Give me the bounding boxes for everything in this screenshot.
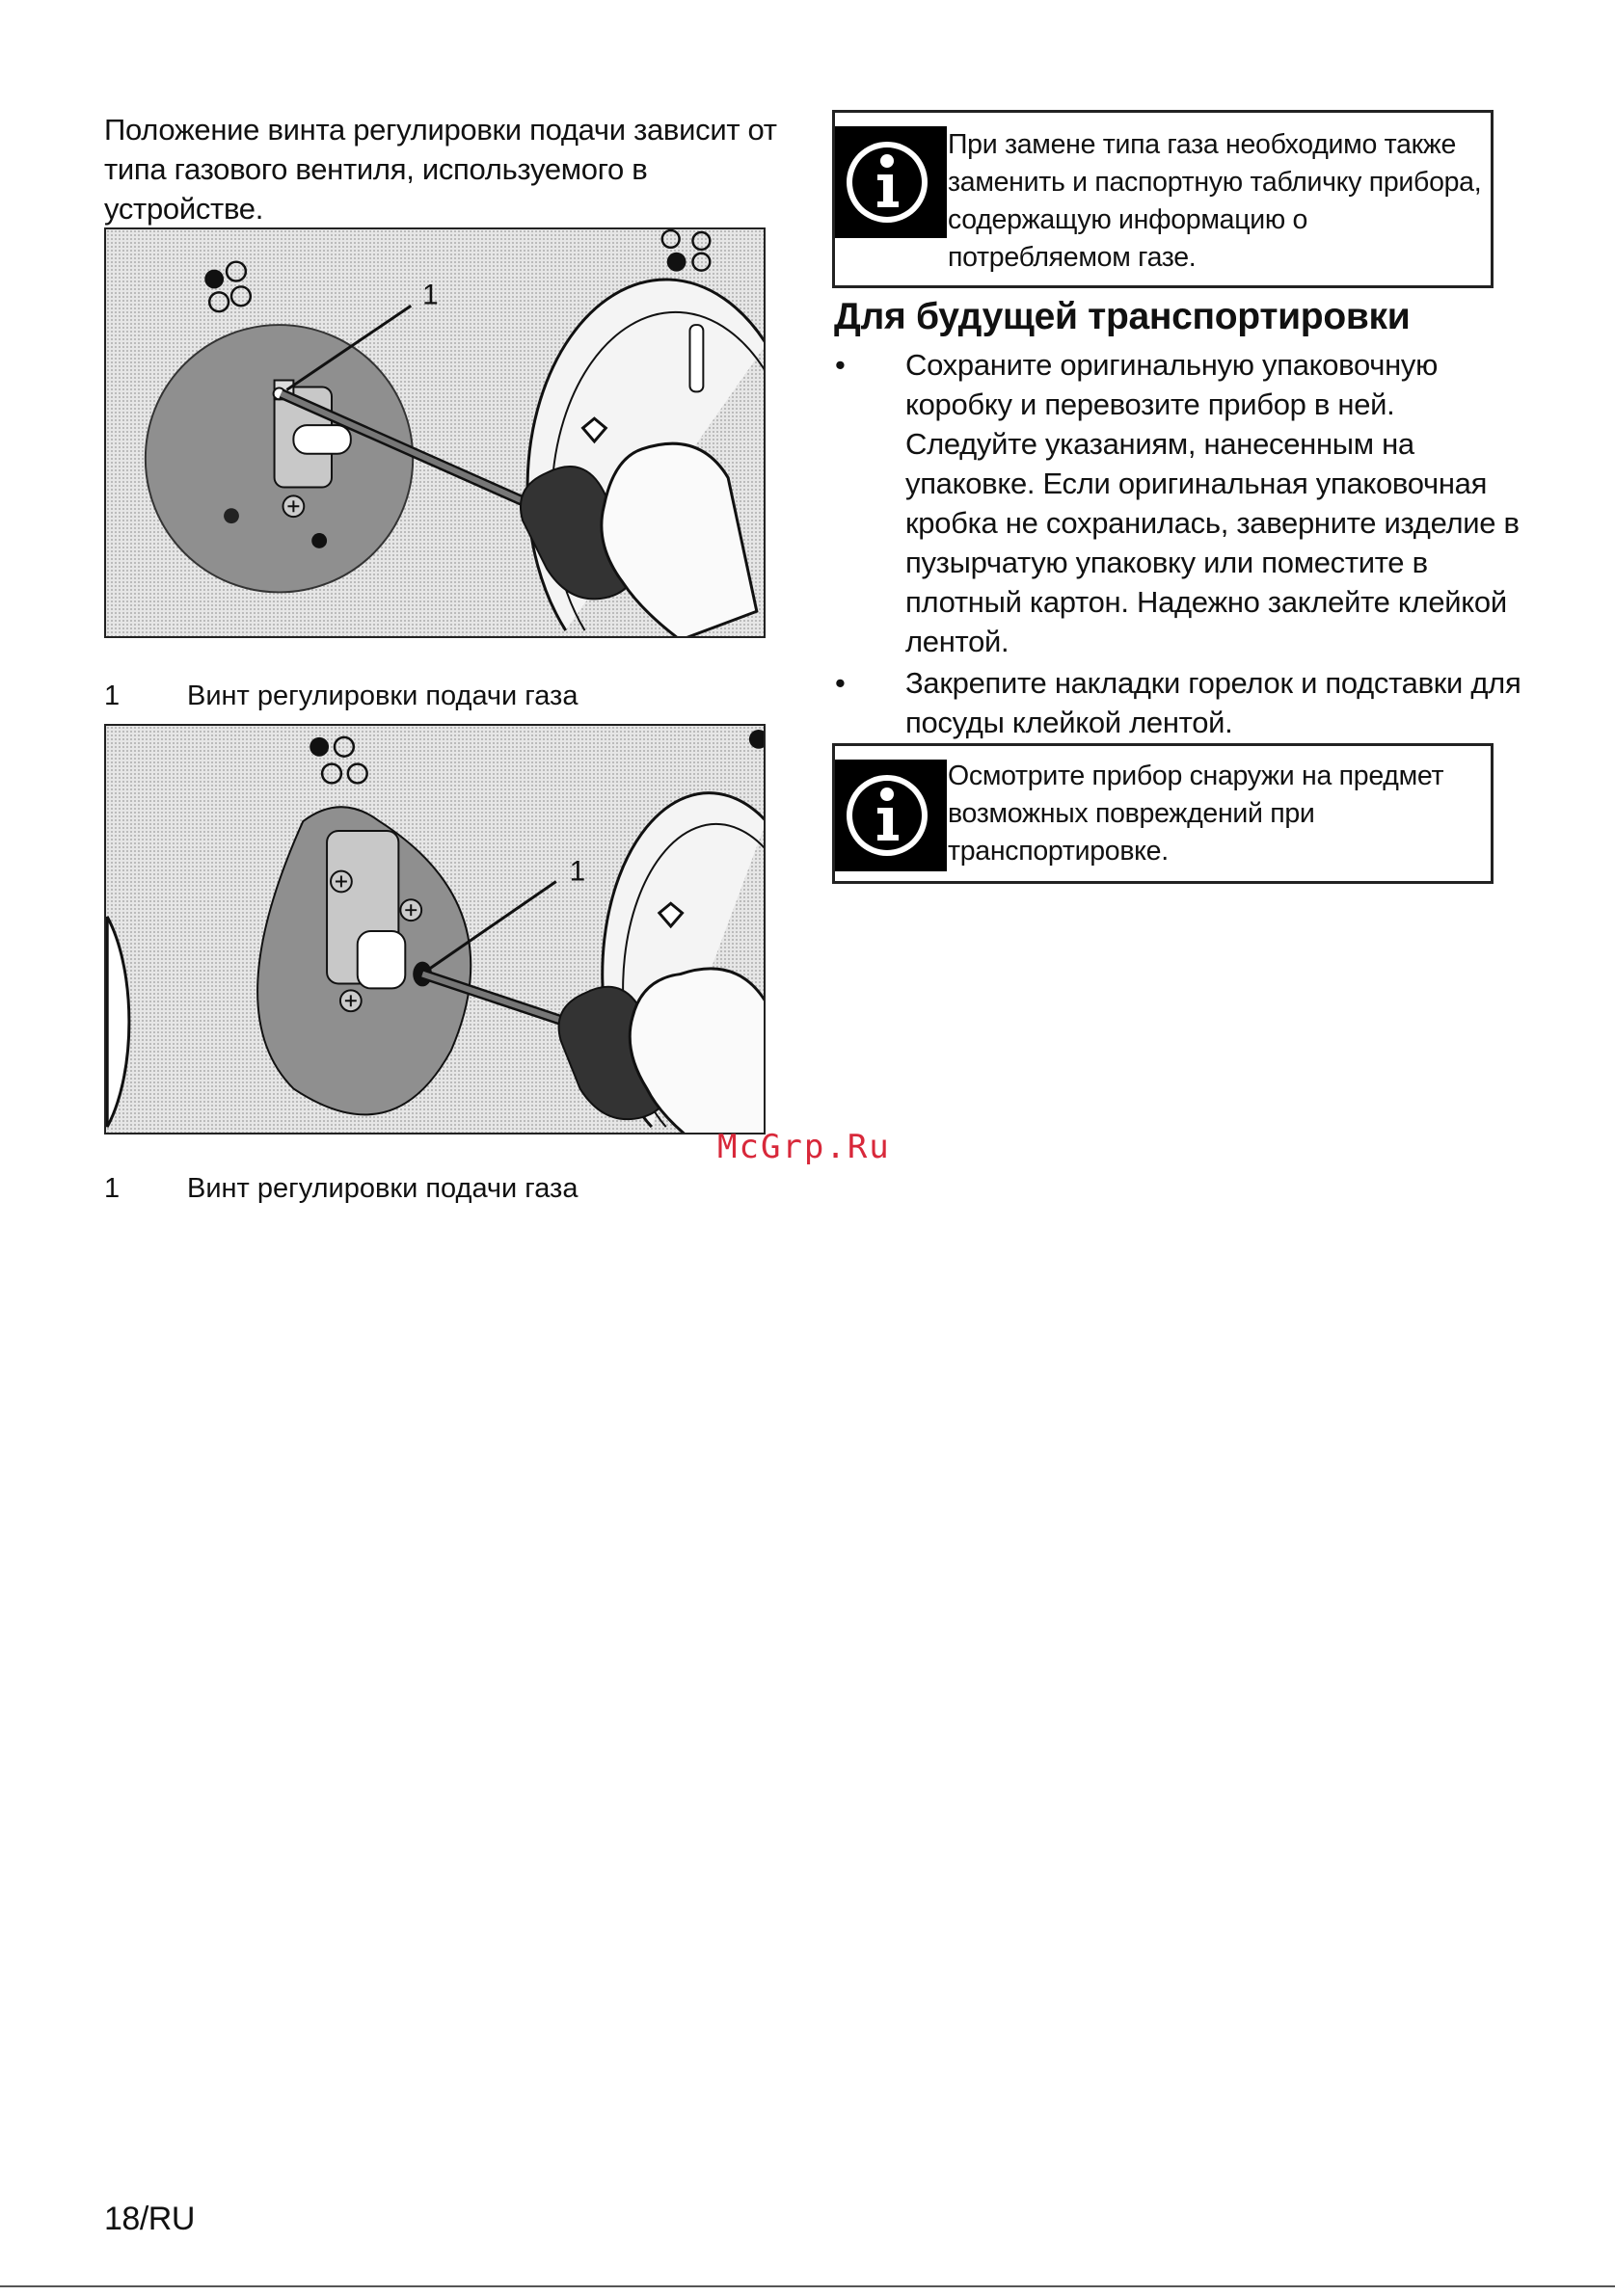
bullet-item: Закрепите накладки горелок и подставки для посуды клейкой лентой. bbox=[905, 666, 1521, 739]
watermark: McGrp.Ru bbox=[717, 1128, 891, 1166]
bullet-symbol: • bbox=[835, 666, 846, 700]
bullet-symbol: • bbox=[835, 348, 846, 382]
figure-caption: Винт регулировки подачи газа bbox=[187, 1173, 579, 1204]
caption-number: 1 bbox=[104, 681, 121, 711]
info-icon bbox=[835, 760, 947, 871]
section-heading: Для будущей транспортировки bbox=[834, 296, 1411, 337]
illustration-screwdriver-adjustment-2 bbox=[106, 726, 764, 1133]
figure-gas-valve-screw-1 bbox=[104, 227, 766, 638]
page-number: 18/RU bbox=[104, 2201, 195, 2237]
bullet-item: Сохраните оригинальную упаковочную коробку и перевозите прибор в ней. Следуйте указаниям, нанесенным на упаковке. Если оригинальная упаковочная кробка не сохранилась, заверните изделие в пузырчатую упаковку или поместите в плотный картон. Надежно заклейте клейкой лентой. bbox=[905, 348, 1520, 658]
intro-line: Положение винта регулировки подачи зависит от bbox=[104, 113, 777, 147]
intro-line: типа газового вентиля, используемого в bbox=[104, 152, 648, 186]
info-note-inspect-damage bbox=[832, 743, 1494, 884]
figure-caption: Винт регулировки подачи газа bbox=[187, 681, 579, 711]
bottom-rule bbox=[0, 2285, 1615, 2287]
callout-label: 1 bbox=[422, 279, 439, 311]
info-text: При замене типа газа необходимо также заменить и паспортную табличку прибора, содержащую информацию о потребляемом газе. bbox=[948, 129, 1482, 273]
info-note-gas-conversion bbox=[832, 110, 1494, 288]
intro-line: устройстве. bbox=[104, 192, 264, 226]
info-text: Осмотрите прибор снаружи на предмет возможных повреждений при транспортировке. bbox=[948, 761, 1444, 867]
caption-number: 1 bbox=[104, 1173, 121, 1204]
figure-gas-valve-screw-2 bbox=[104, 724, 766, 1135]
callout-label: 1 bbox=[569, 855, 586, 888]
intro-paragraph bbox=[104, 110, 779, 228]
illustration-screwdriver-adjustment-1 bbox=[106, 229, 764, 636]
info-icon bbox=[835, 126, 947, 238]
